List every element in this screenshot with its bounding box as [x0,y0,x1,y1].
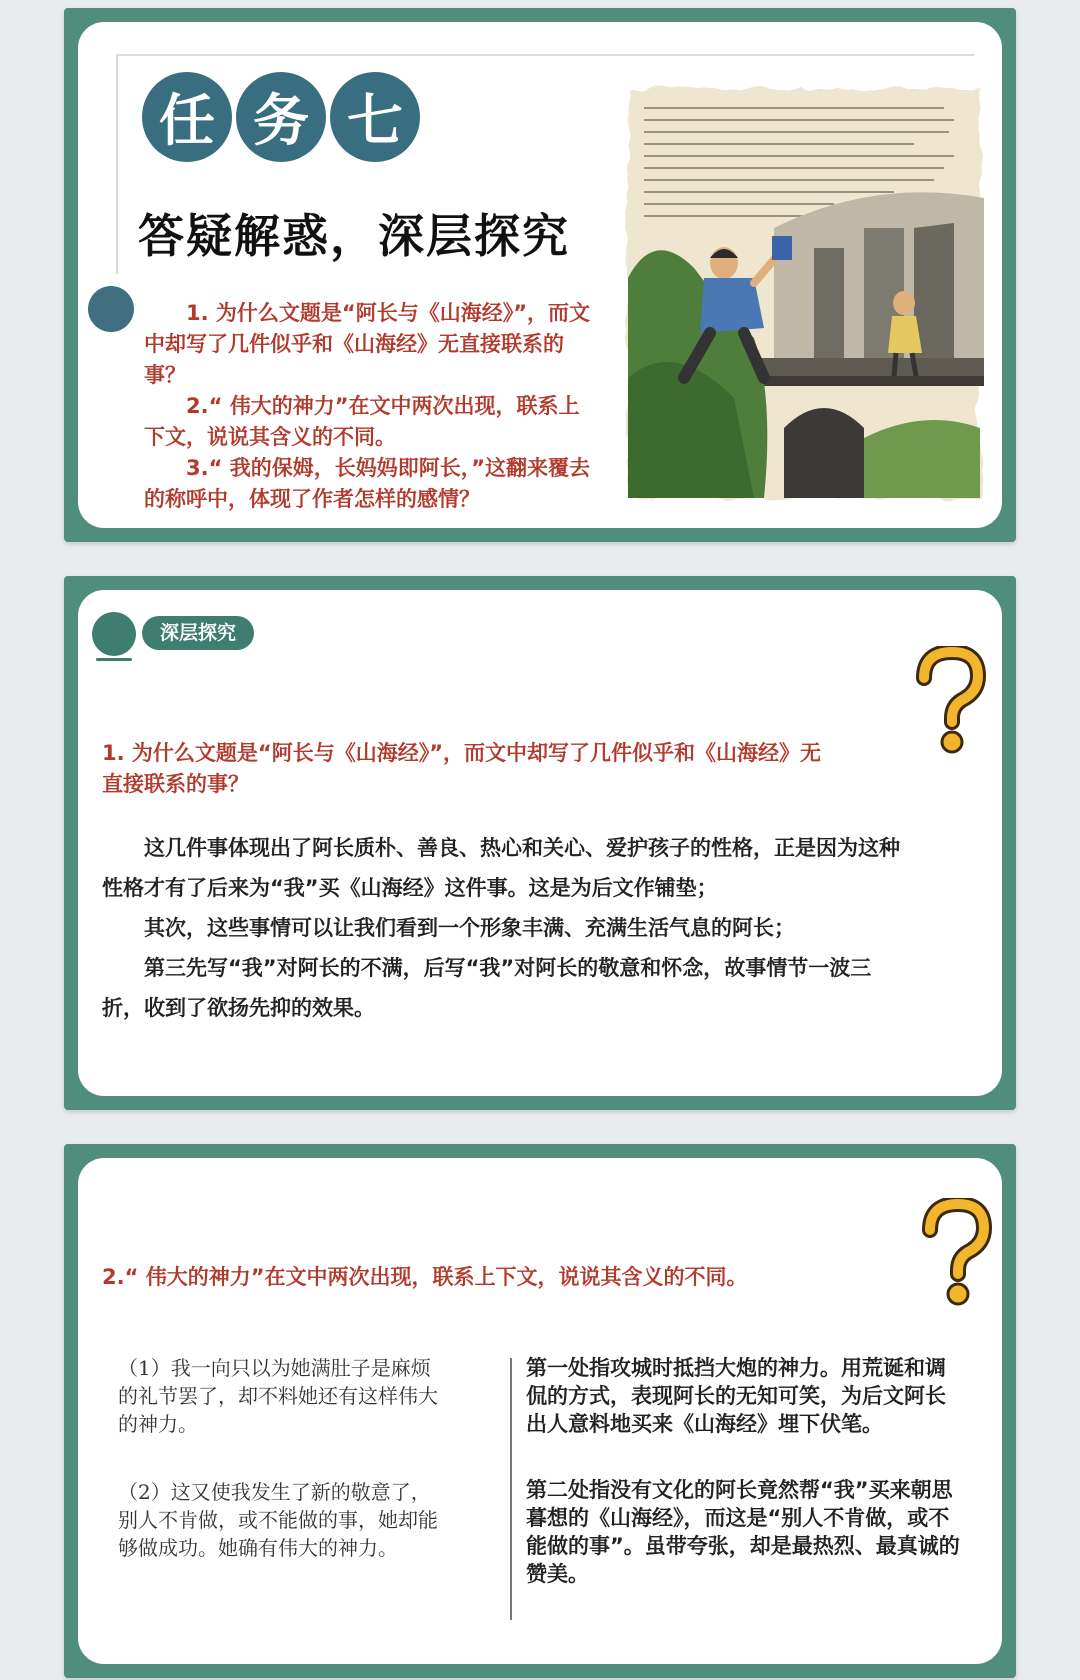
decorative-line [116,54,118,274]
question-text: 2.“ 伟大的神力”在文中两次出现，联系上下文，说说其含义的不同。 [102,1265,748,1289]
question-mark-icon [920,1198,992,1306]
explanation-paragraph: 第一处指攻城时抵挡大炮的神力。用荒诞和调侃的方式，表现阿长的无知可笑，为后文阿长出人意料地买来《山海经》埋下伏笔。 [526,1356,946,1436]
slide-divine-power [64,1144,1016,1678]
question-item: 3.“ 我的保姆，长妈妈即阿长，”这翻来覆去的称呼中，体现了作者怎样的感情？ [144,456,591,511]
column-divider [510,1358,512,1620]
answer-paragraph: 第三先写“我”对阿长的不满，后写“我”对阿长的敬意和怀念，故事情节一波三折，收到了欲扬先抑的效果。 [102,956,872,1020]
slide-title: 答疑解惑，深层探究 [138,209,570,263]
question-item: 1. 为什么文题是“阿长与《山海经》”，而文中却写了几件似乎和《山海经》无直接联系的事？ [144,301,591,387]
decorative-dot [88,286,134,332]
slide-inner [78,22,1002,528]
slide-inner [78,590,1002,1096]
answer-paragraph: 这几件事体现出了阿长质朴、善良、热心和关心、爱护孩子的性格，正是因为这种性格才有了后来为“我”买《山海经》这件事。这是为后文作铺垫； [102,836,900,900]
slide-deep-inquiry [64,576,1016,1110]
decorative-line [116,54,974,56]
slide-inner [78,1158,1002,1664]
explanation-column [526,1354,966,1626]
section-tag: 深层探究 [142,616,254,650]
question-text: 1. 为什么文题是“阿长与《山海经》”，而文中却写了几件似乎和《山海经》无直接联系的事？ [102,741,822,796]
task-badges [142,72,420,162]
quote-column [118,1354,448,1602]
question-list [144,298,594,515]
explanation-paragraph: 第二处指没有文化的阿长竟然帮“我”买来朝思暮想的《山海经》，而这是“别人不肯做，或不能做的事”。虽带夸张，却是最热烈、最真诚的赞美。 [526,1478,960,1586]
quote-paragraph: （2）这又使我发生了新的敬意了，别人不肯做，或不能做的事，她却能够做成功。她确有伟大的神力。 [118,1480,438,1560]
badge-char: 七 [330,72,420,162]
answer-paragraph: 其次，这些事情可以让我们看到一个形象丰满、充满生活气息的阿长； [102,916,795,940]
badge-char: 务 [236,72,326,162]
story-illustration [614,78,994,508]
quote-paragraph: （1）我一向只以为她满肚子是麻烦的礼节罢了，却不料她还有这样伟大的神力。 [118,1356,438,1436]
slide-task-seven [64,8,1016,542]
answer-text [102,828,912,1028]
question-item: 2.“ 伟大的神力”在文中两次出现，联系上下文，说说其含义的不同。 [144,394,580,449]
tag-circle-icon [92,612,136,656]
badge-char: 任 [142,72,232,162]
question-mark-icon [914,646,986,754]
